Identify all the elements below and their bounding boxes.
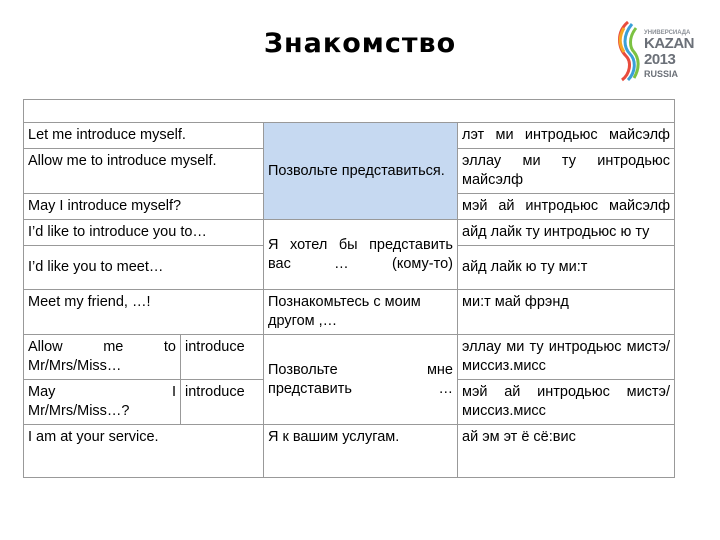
- translation-text: Позвольте мне представить …: [268, 361, 453, 397]
- english-part: Allow me to: [28, 339, 176, 355]
- english-cell: Meet my friend, …!: [24, 290, 264, 335]
- transcription-cell: лэт ми интродьюс майсэлф: [458, 123, 675, 149]
- english-cell: Allow me to introduce myself.: [24, 149, 264, 194]
- english-cell-introduce: introduce: [181, 335, 264, 380]
- english-part: Mr/Mrs/Miss…?: [28, 403, 130, 419]
- logo-line2: KAZAN: [644, 35, 694, 52]
- english-part: Mr/Mrs/Miss…: [28, 358, 122, 374]
- transcription-cell: эллау ми ту интродьюс майсэлф: [458, 149, 675, 194]
- translation-text: Я хотел бы представить вас … (кому-то): [268, 236, 453, 272]
- translation-text: Позвольте представиться.: [268, 162, 445, 179]
- header-row: [24, 100, 675, 123]
- flame-swirl-icon: [612, 18, 644, 84]
- transcription-cell: ми:т май фрэнд: [458, 290, 675, 335]
- transcription-cell: мэй ай интродьюс майсэлф: [458, 194, 675, 220]
- transcription-cell: ай эм эт ё сё:вис: [458, 425, 675, 478]
- table-row: [24, 220, 675, 246]
- translation-cell: [264, 123, 458, 220]
- page-title: Знакомство: [263, 28, 457, 59]
- english-cell: [24, 335, 181, 380]
- english-cell: I’d like to introduce you to…: [24, 220, 264, 246]
- english-cell: I’d like you to meet…: [24, 246, 264, 290]
- translation-text: Познакомьтесь с моим другом ,…: [268, 294, 421, 329]
- header-cell: [24, 100, 675, 123]
- table-row: [24, 123, 675, 149]
- transcription-cell: эллау ми ту интродьюс мистэ/миссиз.мисс: [458, 335, 675, 380]
- translation-cell: [264, 335, 458, 425]
- english-cell: Let me introduce myself.: [24, 123, 264, 149]
- translation-cell: [264, 220, 458, 290]
- transcription-cell: айд лайк ту интродьюс ю ту: [458, 220, 675, 246]
- logo-line1: УНИВЕРСИАДА: [644, 30, 691, 36]
- table-row: [24, 290, 675, 335]
- logo-line3: 2013: [644, 51, 676, 68]
- universiade-logo: [612, 18, 694, 88]
- translation-text: Я к вашим услугам.: [268, 429, 400, 445]
- transcription-cell: айд лайк ю ту ми:т: [458, 246, 675, 290]
- table-row: [24, 335, 675, 380]
- english-part: May I: [28, 384, 176, 400]
- english-cell: May I introduce myself?: [24, 194, 264, 220]
- english-cell: I am at your service.: [24, 425, 264, 478]
- english-cell: [24, 380, 181, 425]
- phrase-table: [23, 99, 675, 478]
- english-cell-introduce: introduce: [181, 380, 264, 425]
- translation-cell: [264, 425, 458, 478]
- transcription-cell: мэй ай интродьюс мистэ/миссиз.мисс: [458, 380, 675, 425]
- table-row: [24, 425, 675, 478]
- logo-line4: RUSSIA: [644, 69, 679, 79]
- translation-cell: [264, 290, 458, 335]
